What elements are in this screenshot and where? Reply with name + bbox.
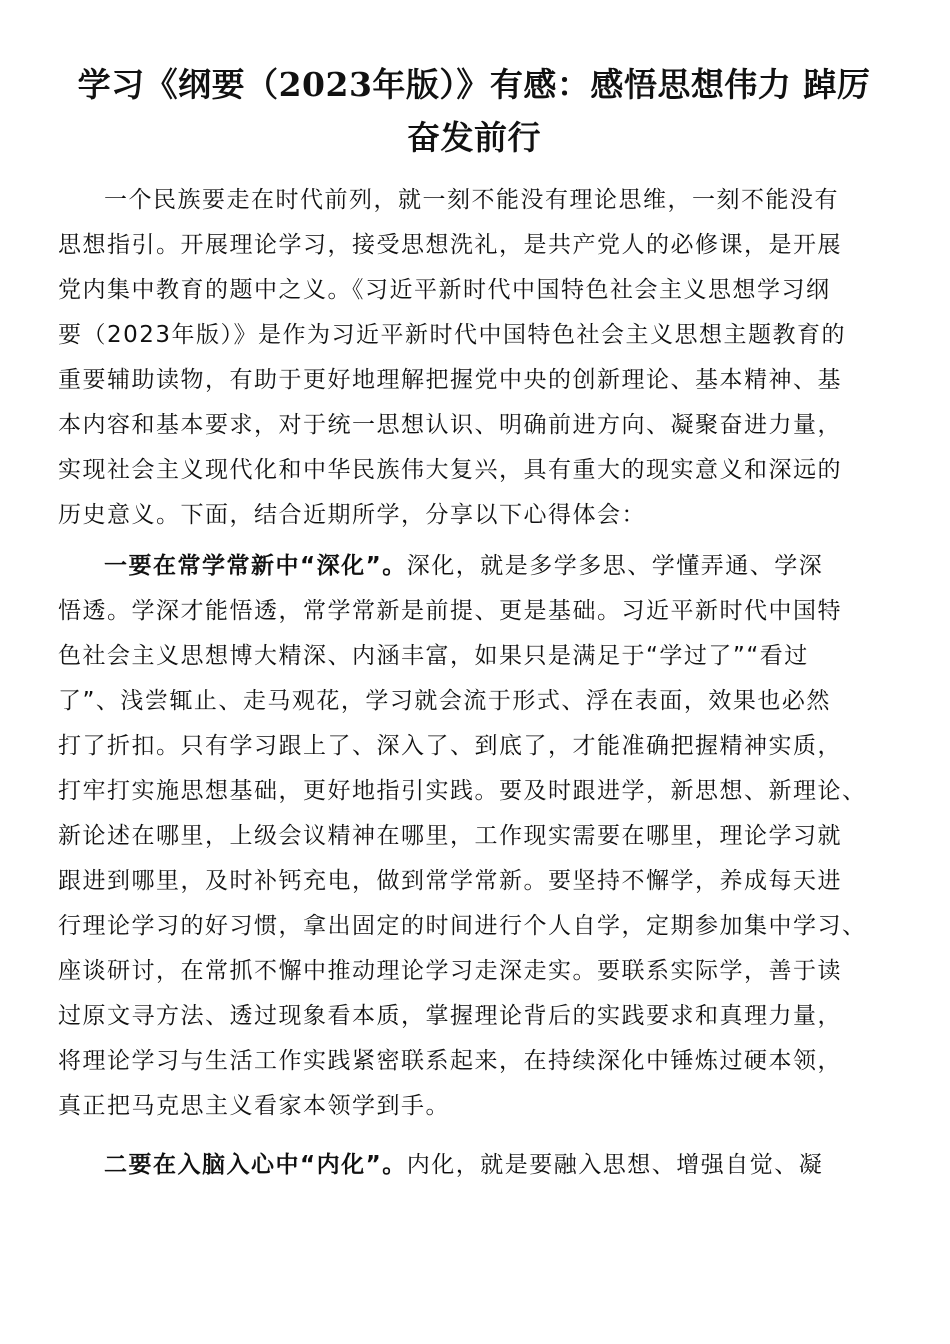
section-heading: 一要在常学常新中“深化”。 (104, 553, 407, 579)
text-line: 跟进到哪里，及时补钙充电，做到常学常新。要坚持不懈学，养成每天进 (58, 868, 842, 894)
text-line: 历史意义。下面，结合近期所学，分享以下心得体会： (58, 502, 646, 528)
title-line: 学习《纲要（2023年版）》有感：感悟思想伟力 踔厉 (77, 65, 871, 104)
text-line (58, 1143, 890, 1188)
title-line: 奋发前行 (407, 118, 541, 157)
document-page (58, 58, 890, 1188)
text-line: 座谈研讨，在常抓不懈中推动理论学习走深走实。要联系实际学，善于读 (58, 958, 842, 984)
paragraph-intro (58, 178, 890, 538)
paragraph-internalize (58, 1143, 890, 1188)
text-line: 真正把马克思主义看家本领学到手。 (58, 1093, 450, 1119)
text-line: 思想指引。开展理论学习，接受思想洗礼，是共产党人的必修课，是开展 (58, 232, 842, 258)
text-line: 色社会主义思想博大精深、内涵丰富，如果只是满足于“学过了”“看过 (58, 643, 809, 669)
text-line: 一个民族要走在时代前列，就一刻不能没有理论思维，一刻不能没有 (104, 187, 839, 213)
text-line: 重要辅助读物，有助于更好地理解把握党中央的创新理论、基本精神、基 (58, 367, 842, 393)
text-line: 实现社会主义现代化和中华民族伟大复兴，具有重大的现实意义和深远的 (58, 457, 842, 483)
text-line: 过原文寻方法、透过现象看本质，掌握理论背后的实践要求和真理力量， (58, 1003, 842, 1029)
text-line: 打了折扣。只有学习跟上了、深入了、到底了，才能准确把握精神实质， (58, 733, 842, 759)
text-line: 打牢打实施思想基础，更好地指引实践。要及时跟进学，新思想、新理论、 (58, 778, 867, 804)
document-title (58, 58, 890, 164)
text-line: 将理论学习与生活工作实践紧密联系起来，在持续深化中锤炼过硬本领， (58, 1048, 842, 1074)
text-line: 了”、浅尝辄止、走马观花，学习就会流于形式、浮在表面，效果也必然 (58, 688, 831, 714)
text-line: 悟透。学深才能悟透，常学常新是前提、更是基础。习近平新时代中国特 (58, 598, 842, 624)
text-line (58, 544, 890, 589)
text-line: 要（2023年版）》是作为习近平新时代中国特色社会主义思想主题教育的 (58, 322, 847, 348)
text-line: 党内集中教育的题中之义。《习近平新时代中国特色社会主义思想学习纲 (58, 277, 831, 303)
text-line: 本内容和基本要求，对于统一思想认识、明确前进方向、凝聚奋进力量， (58, 412, 842, 438)
text-line: 行理论学习的好习惯，拿出固定的时间进行个人自学，定期参加集中学习、 (58, 913, 867, 939)
text-fragment: 深化，就是多学多思、学懂弄通、学深 (406, 553, 824, 579)
text-fragment: 内化，就是要融入思想、增强自觉、凝 (406, 1152, 824, 1178)
text-line: 新论述在哪里，上级会议精神在哪里，工作现实需要在哪里，理论学习就 (58, 823, 842, 849)
section-heading: 二要在入脑入心中“内化”。 (104, 1152, 407, 1178)
paragraph-deepen (58, 544, 890, 1129)
